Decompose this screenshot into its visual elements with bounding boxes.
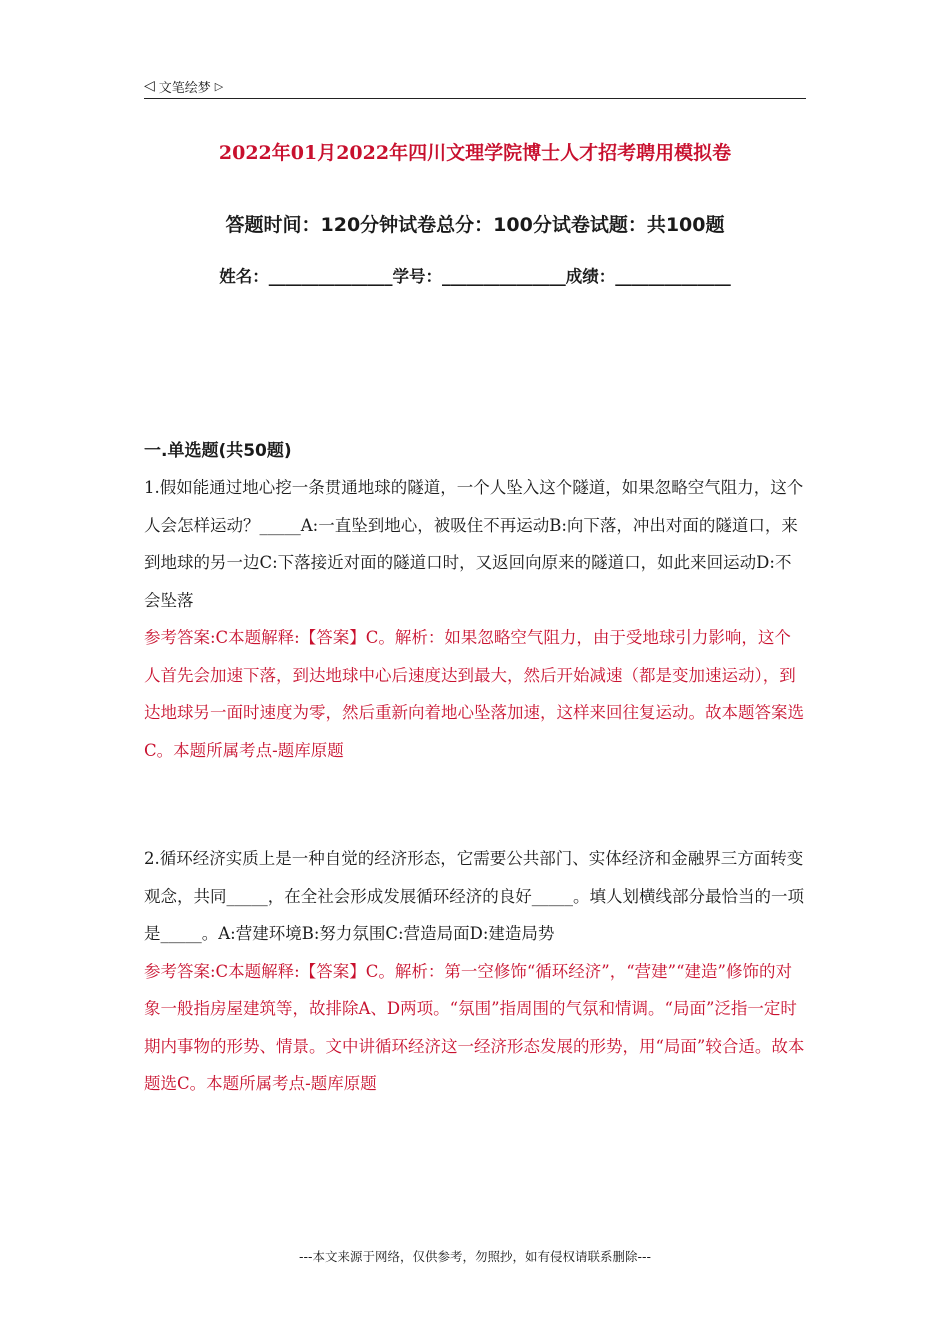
right-triangle-icon: ▷ — [214, 79, 224, 93]
question-text: 1.假如能通过地心挖一条贯通地球的隧道，一个人坠入这个隧道，如果忽略空气阻力，这个人会怎样运动？_____A:一直坠到地心，被吸住不再运动B:向下落，冲出对面的隧道口，来到地球的另一边C:下落接近对面的隧道口时，又返回向原来的隧道口，如此来回运动D:不会坠落 — [144, 478, 804, 610]
student-fields: 姓名：_______________学号：_______________成绩：______________ — [219, 267, 731, 286]
document-title: 2022年01月2022年四川文理学院博士人才招考聘用模拟卷 — [218, 142, 732, 164]
left-triangle-icon: ◁ — [144, 78, 155, 94]
section-heading: 一.单选题(共50题) — [144, 441, 292, 461]
question-text: 2.循环经济实质上是一种自觉的经济形态，它需要公共部门、实体经济和金融界三方面转变观念，共同_____，在全社会形成发展循环经济的良好_____。填人划横线部分最恰当的一项是_____。A:营建环境B:努力氛围C:营造局面D:建造局势 — [144, 849, 804, 943]
question-1 — [144, 469, 806, 769]
answer-explanation: 参考答案:C本题解释:【答案】C。解析：第一空修饰“循环经济”，“营建”“建造”修饰的对象一般指房屋建筑等，故排除A、D两项。“氛围”指周围的气氛和情调。“局面”泛指一定时期内事物的形势、情景。文中讲循环经济这一经济形态发展的形势，用“局面”较合适。故本题选C。本题所属考点-题库原题 — [144, 961, 805, 1093]
answer-explanation: 参考答案:C本题解释:【答案】C。解析：如果忽略空气阻力，由于受地球引力影响，这个人首先会加速下落，到达地球中心后速度达到最大，然后开始减速（都是变加速运动），到达地球另一面时速度为零，然后重新向着地心坠落加速，这样来回往复运动。故本题答案选C。本题所属考点-题库原题 — [144, 628, 804, 760]
brand-name: 文笔绘梦 — [158, 80, 211, 96]
exam-meta: 答题时间：120分钟试卷总分：100分试卷试题：共100题 — [225, 214, 725, 236]
question-2 — [144, 840, 806, 1103]
footer-disclaimer: ---本文来源于网络，仅供参考，勿照抄，如有侵权请联系删除--- — [298, 1249, 652, 1264]
page-header — [144, 74, 806, 99]
